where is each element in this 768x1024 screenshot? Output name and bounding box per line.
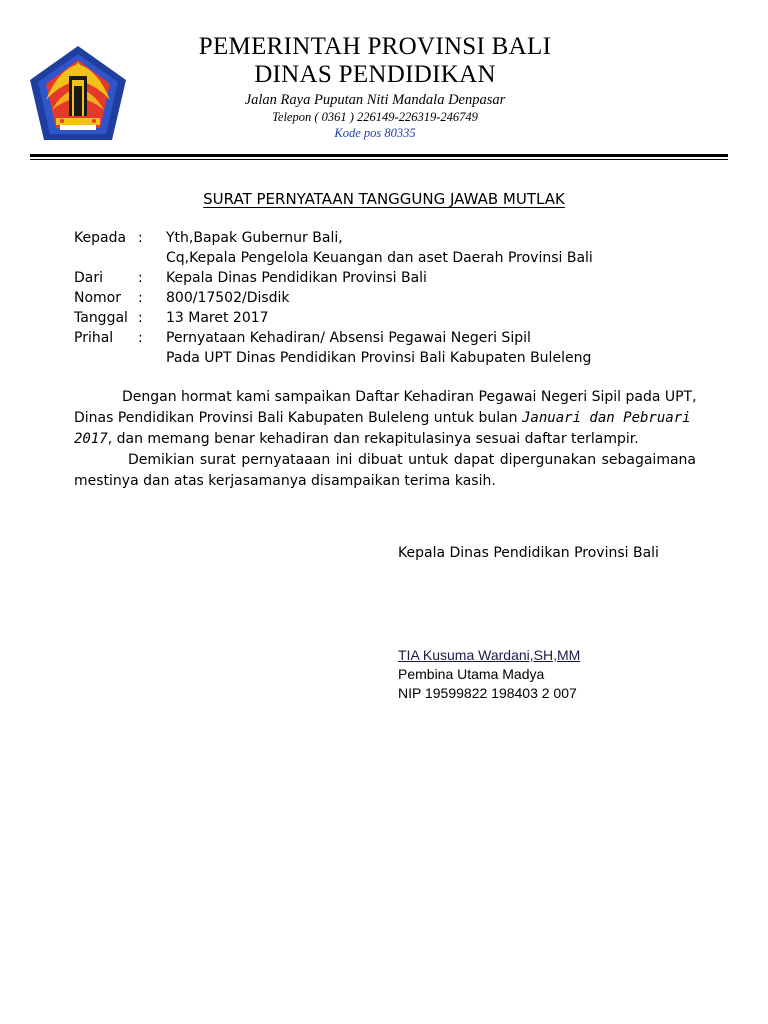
signature-nip: NIP 19599822 198403 2 007 bbox=[398, 685, 577, 701]
bali-province-emblem-icon bbox=[22, 40, 134, 152]
letterhead-divider-thin bbox=[30, 159, 728, 160]
field-value-prihal: Pernyataan Kehadiran/ Absensi Pegawai Negeri Sipil bbox=[166, 330, 531, 346]
field-value-tanggal: 13 Maret 2017 bbox=[166, 310, 269, 326]
field-value-prihal-line2: Pada UPT Dinas Pendidikan Provinsi Bali Kabupaten Buleleng bbox=[166, 350, 592, 366]
field-value-kepada-cq: Cq,Kepala Pengelola Keuangan dan aset Daerah Provinsi Bali bbox=[166, 250, 593, 266]
body-text: , dan memang benar kehadiran dan rekapitulasinya sesuai daftar terlampir. bbox=[107, 431, 639, 447]
field-value-dari: Kepala Dinas Pendidikan Provinsi Bali bbox=[166, 270, 427, 286]
field-colon: : bbox=[138, 290, 143, 306]
body-text: Dinas Pendidikan Provinsi Bali Kabupaten Buleleng untuk bulan bbox=[74, 410, 518, 426]
field-value-kepada: Yth,Bapak Gubernur Bali, bbox=[166, 230, 343, 246]
body-paragraph-1-line-1: Dengan hormat kami sampaikan Daftar Kehadiran Pegawai Negeri Sipil pada UPT, bbox=[122, 389, 697, 405]
document-title: SURAT PERNYATAAN TANGGUNG JAWAB MUTLAK bbox=[203, 190, 565, 208]
field-label-kepada: Kepada bbox=[74, 230, 127, 246]
body-paragraph-1-line-3 bbox=[74, 431, 639, 447]
field-colon: : bbox=[138, 270, 143, 286]
field-colon: : bbox=[138, 310, 143, 326]
field-colon: : bbox=[138, 330, 143, 346]
signature-position: Kepala Dinas Pendidikan Provinsi Bali bbox=[398, 545, 659, 561]
body-paragraph-2-line-2: mestinya dan atas kerjasamanya disampaikan terima kasih. bbox=[74, 473, 496, 489]
field-colon: : bbox=[138, 230, 143, 246]
letterhead-divider bbox=[30, 154, 728, 157]
letterhead-department: DINAS PENDIDIKAN bbox=[254, 61, 496, 88]
letterhead-government: PEMERINTAH PROVINSI BALI bbox=[198, 33, 552, 60]
letterhead-postcode: Kode pos 80335 bbox=[334, 126, 416, 140]
signature-name: TIA Kusuma Wardani,SH,MM bbox=[398, 647, 581, 663]
body-period-text: Januari dan Pebruari bbox=[522, 410, 691, 426]
letterhead-address: Jalan Raya Puputan Niti Mandala Denpasar bbox=[244, 92, 506, 108]
signature-rank: Pembina Utama Madya bbox=[398, 666, 545, 682]
body-year-text: 2017 bbox=[74, 431, 108, 447]
field-label-prihal: Prihal bbox=[74, 330, 114, 346]
letterhead-phone: Telepon ( 0361 ) 226149-226319-246749 bbox=[272, 110, 478, 124]
field-label-tanggal: Tanggal bbox=[74, 310, 128, 326]
field-value-nomor: 800/17502/Disdik bbox=[166, 290, 290, 306]
body-paragraph-1-line-2 bbox=[74, 410, 691, 426]
body-paragraph-2-line-1: Demikian surat pernyataaan ini dibuat untuk dapat dipergunakan sebagaimana bbox=[128, 452, 696, 468]
field-label-dari: Dari bbox=[74, 270, 104, 286]
field-label-nomor: Nomor bbox=[74, 290, 121, 306]
